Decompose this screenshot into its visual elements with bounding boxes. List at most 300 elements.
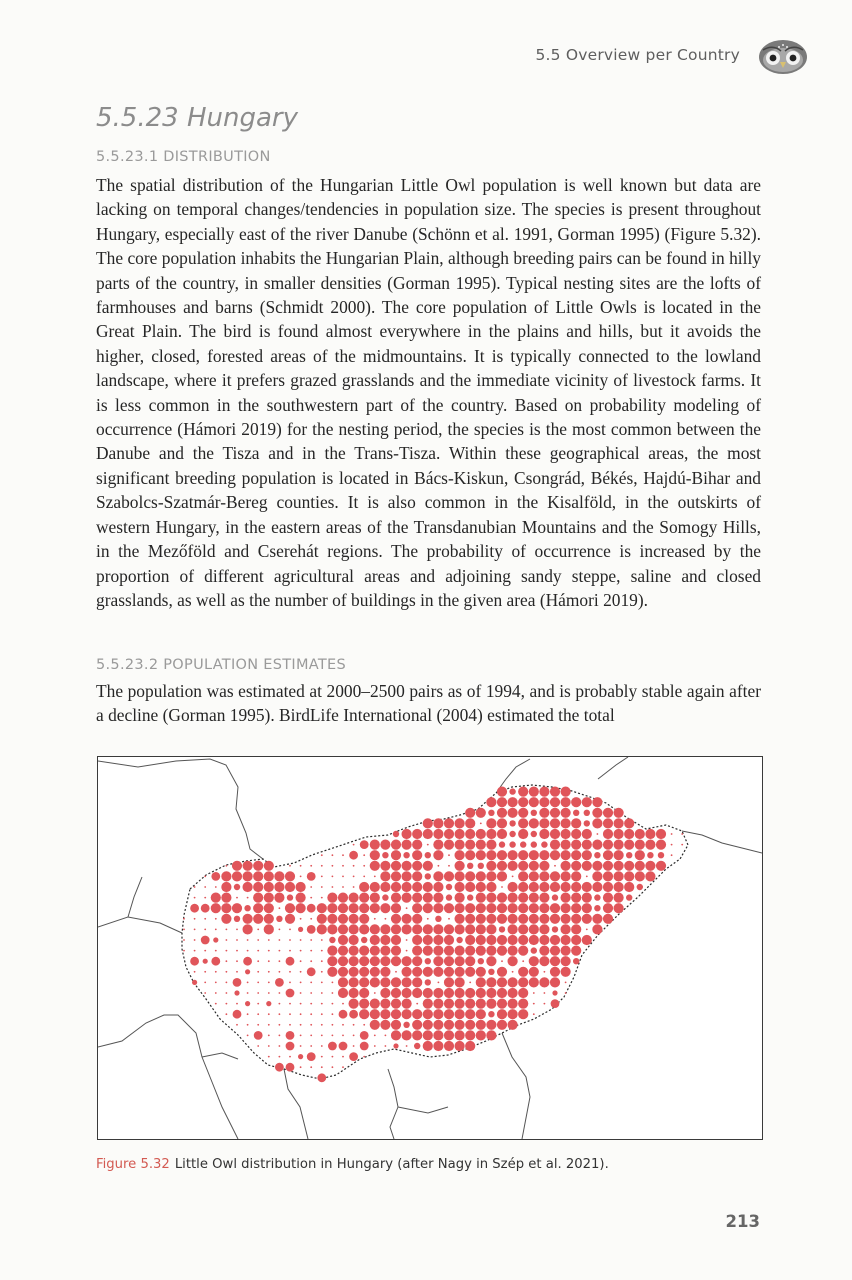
occurrence-dot (338, 977, 348, 987)
occurrence-dot (592, 924, 602, 934)
occurrence-dot (656, 840, 666, 850)
occurrence-dot (486, 1030, 496, 1040)
occurrence-dot (307, 872, 316, 881)
occurrence-dot (264, 924, 274, 934)
absence-dot (681, 833, 683, 835)
occurrence-dot (497, 999, 507, 1009)
occurrence-dot (561, 956, 571, 966)
occurrence-dot (455, 1020, 465, 1030)
occurrence-dot (433, 935, 443, 945)
occurrence-dot (444, 1041, 454, 1051)
occurrence-dot (266, 1001, 271, 1006)
occurrence-dot (370, 850, 380, 860)
occurrence-dot (539, 787, 549, 797)
occurrence-dot (603, 882, 613, 892)
occurrence-dot (518, 967, 528, 977)
occurrence-dot (455, 850, 465, 860)
absence-dot (416, 1003, 418, 1005)
absence-dot (321, 876, 323, 878)
occurrence-dot (561, 946, 571, 956)
absence-dot (279, 950, 281, 952)
occurrence-dot (529, 818, 539, 828)
occurrence-dot (626, 894, 632, 900)
occurrence-dot (467, 863, 473, 869)
occurrence-dot (221, 893, 231, 903)
occurrence-dot (264, 893, 274, 903)
occurrence-dot (476, 924, 486, 934)
occurrence-dot (338, 988, 348, 998)
occurrence-dot (497, 797, 507, 807)
absence-dot (226, 1003, 228, 1005)
absence-dot (289, 929, 291, 931)
absence-dot (363, 854, 365, 856)
occurrence-dot (359, 967, 369, 977)
occurrence-dot (550, 946, 560, 956)
occurrence-dot (412, 893, 422, 903)
occurrence-dot (338, 956, 348, 966)
absence-dot (533, 1013, 535, 1015)
occurrence-dot (349, 914, 359, 924)
occurrence-dot (359, 914, 369, 924)
occurrence-dot (444, 1009, 454, 1019)
absence-dot (215, 992, 217, 994)
occurrence-dot (624, 871, 634, 881)
absence-dot (406, 950, 408, 952)
occurrence-dot (349, 924, 359, 934)
occurrence-dot (465, 914, 475, 924)
absence-dot (268, 950, 270, 952)
section-title: 5.5.23 Hungary (96, 103, 298, 133)
occurrence-dot (529, 935, 539, 945)
occurrence-dot (425, 958, 431, 964)
absence-dot (279, 929, 281, 931)
occurrence-dot (296, 893, 306, 903)
occurrence-dot (190, 957, 199, 966)
occurrence-dot (497, 946, 507, 956)
occurrence-dot (327, 903, 337, 913)
occurrence-dot (550, 903, 560, 913)
occurrence-dot (391, 924, 401, 934)
absence-dot (512, 876, 514, 878)
absence-dot (501, 886, 503, 888)
absence-dot (321, 1066, 323, 1068)
occurrence-dot (455, 882, 465, 892)
occurrence-dot (245, 969, 250, 974)
absence-dot (257, 1013, 259, 1015)
occurrence-dot (243, 957, 252, 966)
absence-dot (353, 876, 355, 878)
occurrence-dot (529, 797, 539, 807)
absence-dot (469, 982, 471, 984)
occurrence-dot (561, 850, 571, 860)
occurrence-dot (412, 871, 422, 881)
occurrence-dot (402, 924, 412, 934)
absence-dot (385, 1045, 387, 1047)
occurrence-dot (211, 893, 221, 903)
absence-dot (332, 865, 334, 867)
occurrence-dot (412, 1030, 422, 1040)
occurrence-dot (518, 999, 528, 1009)
occurrence-dot (571, 797, 581, 807)
absence-dot (332, 992, 334, 994)
occurrence-dot (444, 818, 454, 828)
occurrence-dot (402, 882, 412, 892)
occurrence-dot (508, 946, 518, 956)
absence-dot (300, 1003, 302, 1005)
absence-dot (268, 1056, 270, 1058)
occurrence-dot (529, 882, 539, 892)
occurrence-dot (571, 861, 581, 871)
occurrence-dot (486, 935, 496, 945)
occurrence-dot (529, 903, 539, 913)
occurrence-dot (444, 924, 454, 934)
absence-dot (279, 1035, 281, 1037)
occurrence-dot (508, 861, 518, 871)
occurrence-dot (433, 946, 443, 956)
occurrence-dot (550, 850, 560, 860)
occurrence-dot (423, 924, 433, 934)
occurrence-dot (624, 861, 634, 871)
occurrence-dot (614, 818, 624, 828)
occurrence-dot (327, 967, 337, 977)
occurrence-dot (486, 1020, 496, 1030)
occurrence-dot (433, 871, 443, 881)
occurrence-dot (624, 818, 634, 828)
occurrence-dot (380, 1009, 390, 1019)
occurrence-dot (433, 882, 443, 892)
occurrence-dot (550, 808, 560, 818)
absence-dot (226, 982, 228, 984)
occurrence-dot (243, 861, 253, 871)
occurrence-dot (455, 946, 465, 956)
absence-dot (268, 960, 270, 962)
occurrence-dot (234, 916, 240, 922)
occurrence-dot (327, 956, 337, 966)
distribution-map-figure (97, 756, 763, 1140)
occurrence-dot (370, 935, 380, 945)
occurrence-dot (603, 893, 613, 903)
occurrence-dot (444, 1030, 454, 1040)
occurrence-dot (603, 861, 613, 871)
occurrence-dot (508, 924, 518, 934)
absence-dot (310, 918, 312, 920)
absence-dot (194, 929, 196, 931)
absence-dot (565, 992, 567, 994)
occurrence-dot (380, 1020, 390, 1030)
occurrence-dot (264, 871, 274, 881)
occurrence-dot (455, 914, 465, 924)
occurrence-dot (425, 979, 431, 985)
occurrence-dot (359, 977, 369, 987)
occurrence-dot (338, 914, 348, 924)
absence-dot (342, 1056, 344, 1058)
occurrence-dot (307, 904, 316, 913)
occurrence-dot (478, 958, 484, 964)
occurrence-dot (402, 999, 412, 1009)
absence-dot (321, 971, 323, 973)
absence-dot (236, 939, 238, 941)
occurrence-dot (328, 1042, 337, 1051)
occurrence-dot (412, 850, 422, 860)
occurrence-dot (264, 903, 274, 913)
occurrence-dot (391, 977, 401, 987)
absence-dot (310, 960, 312, 962)
absence-dot (353, 844, 355, 846)
occurrence-dot (508, 882, 518, 892)
occurrence-dot (444, 829, 454, 839)
occurrence-dot (391, 988, 401, 998)
occurrence-dot (370, 903, 380, 913)
occurrence-dot (307, 925, 316, 934)
occurrence-dot (455, 840, 465, 850)
absence-dot (257, 960, 259, 962)
absence-dot (321, 865, 323, 867)
occurrence-dot (433, 956, 443, 966)
occurrence-dot (360, 1042, 369, 1051)
occurrence-dot (359, 956, 369, 966)
occurrence-dot (402, 1009, 412, 1019)
occurrence-dot (614, 808, 624, 818)
occurrence-dot (221, 914, 231, 924)
absence-dot (215, 1003, 217, 1005)
occurrence-dot (552, 990, 557, 995)
absence-dot (289, 950, 291, 952)
absence-dot (226, 950, 228, 952)
occurrence-dot (508, 893, 518, 903)
absence-dot (236, 950, 238, 952)
occurrence-dot (359, 1009, 369, 1019)
occurrence-dot (539, 808, 549, 818)
occurrence-dot (455, 1009, 465, 1019)
occurrence-dot (624, 882, 634, 892)
absence-dot (385, 1035, 387, 1037)
occurrence-dot (391, 914, 401, 924)
figure-caption (96, 1157, 609, 1172)
occurrence-dot (497, 893, 507, 903)
absence-dot (300, 960, 302, 962)
occurrence-dot (275, 1063, 284, 1072)
occurrence-dot (594, 852, 600, 858)
occurrence-dot (402, 893, 412, 903)
absence-dot (204, 918, 206, 920)
occurrence-dot (359, 999, 369, 1009)
occurrence-dot (243, 924, 253, 934)
occurrence-dot (518, 850, 528, 860)
absence-dot (204, 982, 206, 984)
absence-dot (321, 950, 323, 952)
occurrence-dot (518, 787, 528, 797)
occurrence-dot (550, 967, 560, 977)
occurrence-dot (476, 840, 486, 850)
occurrence-dot (645, 871, 655, 881)
absence-dot (279, 960, 281, 962)
occurrence-dot (476, 1020, 486, 1030)
occurrence-dot (637, 884, 643, 890)
absence-dot (226, 865, 228, 867)
occurrence-dot (509, 841, 515, 847)
occurrence-dot (446, 894, 452, 900)
occurrence-dot (561, 861, 571, 871)
occurrence-dot (645, 829, 655, 839)
occurrence-dot (423, 935, 433, 945)
absence-dot (406, 939, 408, 941)
occurrence-dot (476, 850, 486, 860)
occurrence-dot (433, 1030, 443, 1040)
occurrence-dot (211, 872, 220, 881)
occurrence-dot (412, 829, 422, 839)
absence-dot (279, 939, 281, 941)
occurrence-dot (550, 882, 560, 892)
occurrence-dot (412, 903, 422, 913)
occurrence-dot (518, 1009, 528, 1019)
occurrence-dot (403, 1022, 409, 1028)
occurrence-dot (465, 956, 475, 966)
absence-dot (183, 929, 185, 931)
occurrence-dot (433, 1020, 443, 1030)
occurrence-dot (594, 905, 600, 911)
absence-dot (268, 982, 270, 984)
occurrence-dot (465, 999, 475, 1009)
occurrence-dot (614, 903, 624, 913)
occurrence-dot (253, 871, 263, 881)
occurrence-dot (403, 852, 409, 858)
occurrence-dot (433, 1009, 443, 1019)
occurrence-dot (275, 978, 284, 987)
occurrence-dot (455, 988, 465, 998)
occurrence-dot (497, 787, 507, 797)
occurrence-dot (285, 914, 295, 924)
occurrence-dot (626, 852, 632, 858)
occurrence-dot (286, 1031, 295, 1040)
occurrence-dot (476, 829, 486, 839)
absence-dot (438, 865, 440, 867)
occurrence-dot (201, 904, 210, 913)
absence-dot (215, 918, 217, 920)
occurrence-dot (380, 935, 390, 945)
occurrence-dot (455, 903, 465, 913)
absence-dot (236, 1003, 238, 1005)
absence-dot (342, 886, 344, 888)
occurrence-dot (508, 1020, 518, 1030)
occurrence-dot (561, 787, 571, 797)
occurrence-dot (425, 873, 431, 879)
absence-dot (342, 1035, 344, 1037)
occurrence-dot (582, 914, 592, 924)
occurrence-dot (444, 977, 454, 987)
absence-dot (247, 939, 249, 941)
occurrence-dot (508, 914, 518, 924)
absence-dot (236, 929, 238, 931)
occurrence-dot (444, 999, 454, 1009)
occurrence-dot (486, 924, 496, 934)
occurrence-dot (635, 840, 645, 850)
occurrence-dot (391, 999, 401, 1009)
occurrence-dot (370, 956, 380, 966)
occurrence-dot (339, 1042, 348, 1051)
occurrence-dot (529, 956, 539, 966)
occurrence-dot (455, 956, 465, 966)
occurrence-dot (286, 957, 295, 966)
occurrence-dot (582, 893, 592, 903)
occurrence-dot (571, 914, 581, 924)
absence-dot (289, 1003, 291, 1005)
occurrence-dot (329, 937, 335, 943)
occurrence-dot (317, 914, 327, 924)
occurrence-dot (338, 924, 348, 934)
occurrence-dot (423, 999, 433, 1009)
absence-dot (332, 1066, 334, 1068)
absence-dot (204, 950, 206, 952)
occurrence-dot (433, 818, 443, 828)
occurrence-dot (298, 927, 303, 932)
absence-dot (363, 865, 365, 867)
occurrence-dot (380, 977, 390, 987)
occurrence-dot (380, 861, 390, 871)
absence-dot (321, 897, 323, 899)
occurrence-dot (243, 871, 253, 881)
occurrence-dot (349, 956, 359, 966)
occurrence-dot (444, 871, 454, 881)
absence-dot (332, 854, 334, 856)
occurrence-dot (425, 852, 431, 858)
absence-dot (300, 939, 302, 941)
occurrence-dot (349, 893, 359, 903)
absence-dot (501, 960, 503, 962)
occurrence-dot (539, 956, 549, 966)
occurrence-dot (233, 978, 242, 987)
occurrence-dot (339, 1010, 348, 1019)
occurrence-dot (349, 967, 359, 977)
occurrence-dot (550, 818, 560, 828)
occurrence-dot (529, 914, 539, 924)
occurrence-dot (253, 914, 263, 924)
occurrence-dot (359, 882, 369, 892)
absence-dot (226, 939, 228, 941)
occurrence-dot (423, 1041, 433, 1051)
absence-dot (279, 971, 281, 973)
occurrence-dot (603, 818, 613, 828)
occurrence-dot (402, 861, 412, 871)
occurrence-dot (497, 903, 507, 913)
occurrence-dot (497, 850, 507, 860)
occurrence-dot (486, 914, 496, 924)
occurrence-dot (455, 1041, 465, 1051)
occurrence-dot (264, 882, 274, 892)
occurrence-dot (531, 841, 537, 847)
occurrence-dot (423, 893, 433, 903)
absence-dot (247, 992, 249, 994)
occurrence-dot (412, 956, 422, 966)
absence-dot (363, 876, 365, 878)
absence-dot (247, 982, 249, 984)
absence-dot (310, 1045, 312, 1047)
absence-dot (279, 1045, 281, 1047)
occurrence-dot (497, 967, 507, 977)
absence-dot (681, 844, 683, 846)
occurrence-dot (455, 871, 465, 881)
absence-dot (321, 992, 323, 994)
absence-dot (586, 876, 588, 878)
occurrence-dot (508, 956, 518, 966)
occurrence-dot (486, 977, 496, 987)
absence-dot (374, 992, 376, 994)
absence-dot (363, 1056, 365, 1058)
occurrence-dot (539, 946, 549, 956)
occurrence-dot (497, 1009, 507, 1019)
absence-dot (257, 939, 259, 941)
occurrence-dot (433, 967, 443, 977)
occurrence-dot (571, 882, 581, 892)
